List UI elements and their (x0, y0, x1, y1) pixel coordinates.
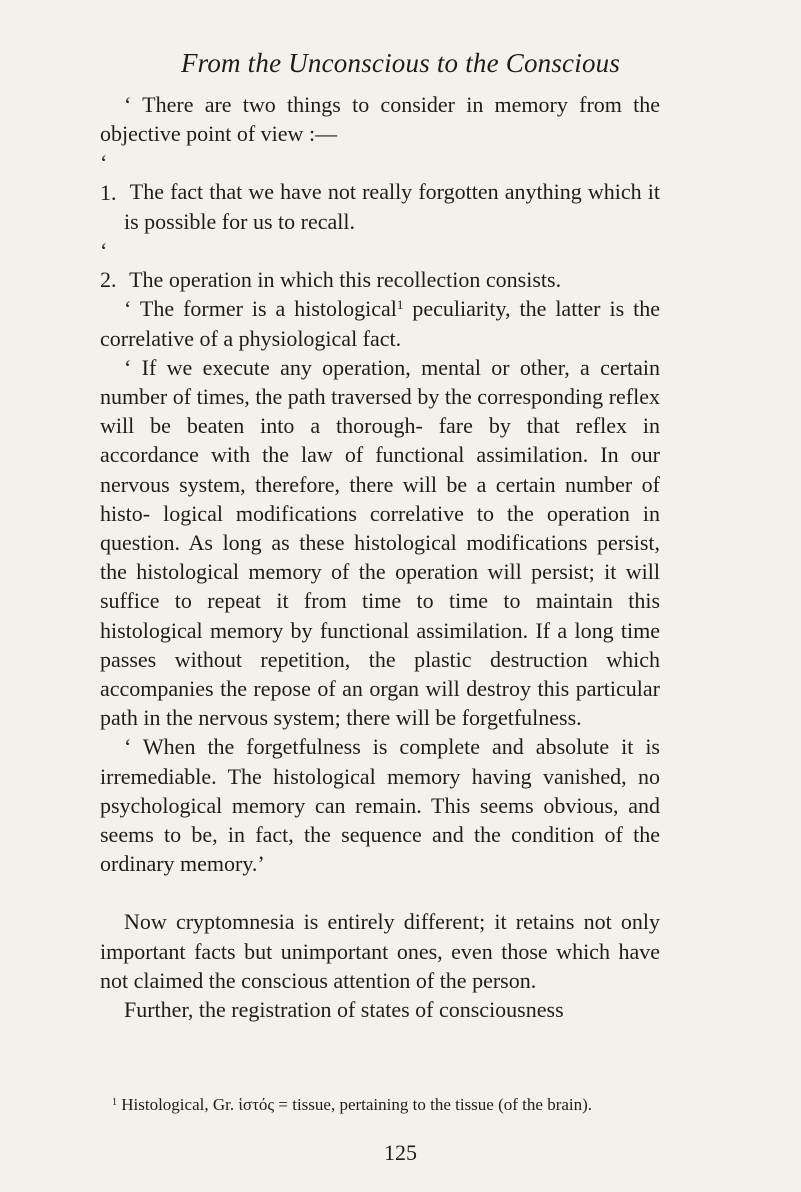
footnote (100, 1094, 660, 1116)
paragraph-forgetfulness (100, 732, 660, 878)
footnote-reference: 1 (396, 297, 404, 313)
paragraph-text: Now cryptomnesia is entirely different; it retains not only important facts but unimportant ones, even those which have not claimed the conscious attention of the person. (100, 909, 660, 993)
body-text (100, 90, 660, 1024)
page-number: 125 (384, 1140, 417, 1165)
paragraph-text: ‘ When the forgetfulness is complete and absolute it is irremediable. The histological memory having vanished, no psychological memory can remain. This seems obvious, and seems to be, in fact, the sequence and the condition of the ordinary memory.’ (100, 734, 660, 877)
list-item-2 (100, 236, 660, 294)
footnote-marker: 1 (112, 1097, 117, 1108)
paragraph-text: ‘ If we execute any operation, mental or other, a certain number of times, the path traversed by the corresponding reflex will be beaten into a thorough- fare by that reflex in accordance with the law of functional assimilation. In our nervous system, therefore, there will be a certain number of histo- logical modifications correlative to the operation in question. As long as these histological modifications persist, the histological memory of the operation will persist; it will suffice to repeat it from time to time to maintain this histological memory by functional assimilation. If a long time passes without repetition, the plastic destruction which accompanies the repose of an organ will destroy this particular path in the nervous system; there will be forgetfulness. (100, 354, 660, 731)
paragraph-histological (100, 294, 660, 352)
paragraph-text: ‘ The former is a histological (124, 296, 397, 322)
footnote-text: Histological, Gr. ἱστός = tissue, pertaining to the tissue (of the brain). (121, 1095, 593, 1114)
paragraph-registration (100, 995, 660, 1024)
paragraph-text: Further, the registration of states of consciousness (124, 997, 564, 1023)
paragraph-functional-assimilation (100, 353, 660, 733)
list-item-number: ‘ 1. (100, 150, 117, 205)
paragraph-cryptomnesia (100, 907, 660, 995)
list-item-text: The operation in which this recollection consists. (129, 267, 562, 293)
running-head: From the Unconscious to the Conscious (180, 48, 621, 78)
paragraph-text: peculiarity, the latter is the correlative of a physiological fact. (100, 296, 660, 351)
paragraph-memory-intro (100, 90, 660, 148)
list-item-text: The fact that we have not really forgotten anything which it is possible for us to recall. (124, 179, 660, 234)
list-item-number: ‘ 2. (100, 238, 117, 293)
paragraph-text: ‘ There are two things to consider in memory from the objective point of view :— (100, 92, 660, 147)
list-item-1 (100, 148, 660, 236)
